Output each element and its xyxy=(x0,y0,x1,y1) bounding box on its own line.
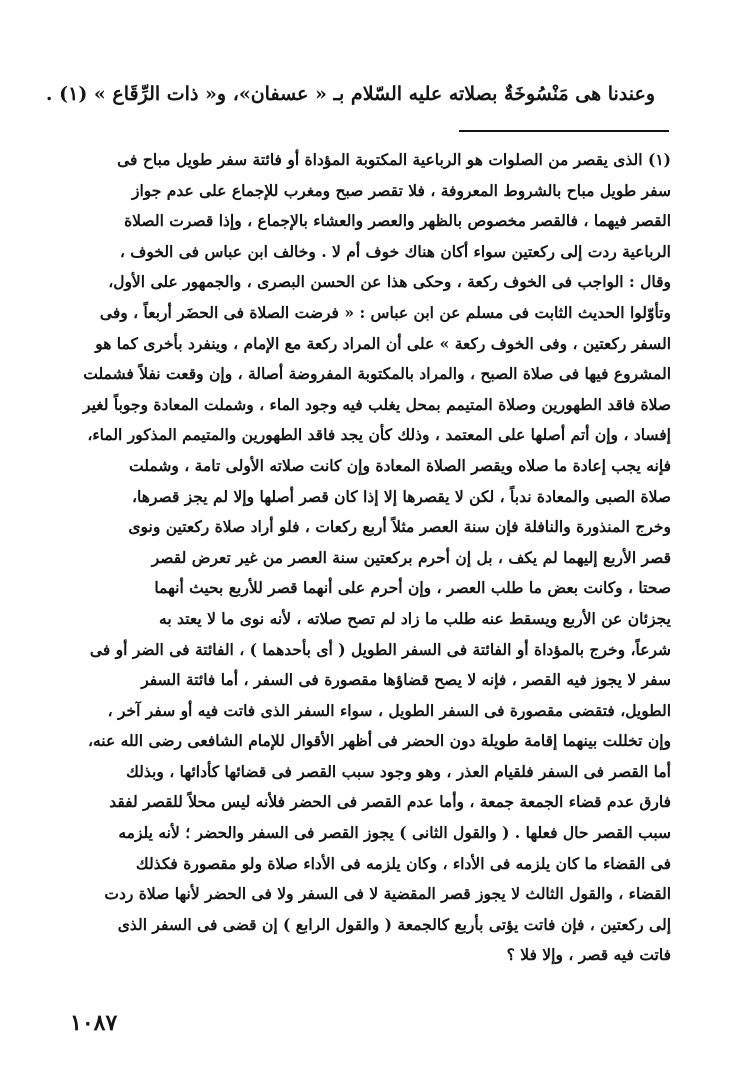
footnote-line: (١) الذى يقصر من الصلوات هو الرباعية المكتوبة المؤداة أو فائتة سفر طويل مباح فى xyxy=(117,150,671,169)
footnote-line: فى القضاء ما كان يلزمه فى الأداء ، وكان يلزمه فى الأداء صلاة ولو مقصورة فكذلك xyxy=(135,853,671,873)
footnote-line: السفر ركعتين ، وفى الخوف ركعة » على أن المراد ركعة مع الإمام ، وينفرد بأخرى كما هو xyxy=(95,333,671,353)
footnote-line: قصر الأربع إليهما لم يكف ، بل إن أحرم بركعتين سنة العصر من غير تعرض لقصر xyxy=(151,547,671,567)
footnote-line: الطويل، فتقضى مقصورة فى السفر الطويل ، سواء السفر الذى فاتت فيه أو سفر آخر ، xyxy=(107,700,671,720)
footnote-line: إفساد ، وإن أتم أصلها على المعتمد ، وذلك كأن يجد فاقد الطهورين والمتيمم المذكور الماء، xyxy=(87,425,671,445)
footnote-line: فاتت فيه قصر ، وإلا فلا ؟ xyxy=(506,945,671,965)
footnote-line: وخرج المنذورة والنافلة فإن سنة العصر مثلاً أربع ركعات ، فلو أراد صلاة ركعتين ونوى xyxy=(128,517,671,537)
footnote-line: صحتا ، وكانت بعض ما طلب العصر ، وإن أحرم على أنهما قصر للأربع بحيث أنهما xyxy=(154,578,671,598)
footnote-line: القصر فيهما ، فالقصر مخصوص بالظهر والعصر والعشاء بالإجماع ، وإذا قصرت الصلاة xyxy=(124,211,671,231)
footnote-line: الرباعية ردت إلى ركعتين سواء أكان هناك خوف أم لا . وخالف ابن عباس فى الخوف ، xyxy=(119,241,671,261)
footnote-line: سبب القصر حال فعلها . ( والقول الثانى ) يجوز القصر فى السفر والحضر ؛ لأنه يلزمه xyxy=(118,823,671,843)
footnote-line: صلاة الصبى والمعادة ندباً ، لكن لا يقصرها إلا إذا كان قصر أصلها وإلا لم يجز قصرها، xyxy=(132,486,671,506)
footnote-line: وقال : الواجب فى الخوف ركعة ، وحكى هذا عن الحسن البصرى ، والجمهور على الأول، xyxy=(108,272,671,292)
footnote-divider xyxy=(459,130,669,132)
footnote-line: فإنه يجب إعادة ما صلاه ويقصر الصلاة المعادة وإن كانت صلاته الأولى تامة ، وشملت xyxy=(129,455,671,475)
footnote-line: وتأوّلوا الحديث الثابت فى مسلم عن ابن عباس : « فرضت الصلاة فى الحضَر أربعاً ، وفى xyxy=(99,302,671,322)
footnote-block xyxy=(66,145,671,971)
footnote-line: القضاء ، والقول الثالث لا يجوز قصر المقضية لا فى السفر ولا فى الحضر لأنها صلاة ردت xyxy=(104,884,671,904)
footnote-line: شرعاً، وخرج بالمؤداة أو الفائتة فى السفر الطويل ( أى بأحدهما ) ، الفائتة فى الضر أو فى xyxy=(89,639,671,659)
footnote-line: سفر لا يجوز فيه القصر ، فإنه لا يصح قضاؤها مقصورة فى السفر ، أما فائتة السفر xyxy=(141,670,671,690)
footnote-line: وإن تخللت بينهما إقامة طويلة دون الحضر فى أظهر الأقوال للإمام الشافعى رضى الله عنه، xyxy=(87,731,671,751)
footnote-line: يجزئان عن الأربع ويسقط عنه طلب ما زاد لم تصح صلاته ، لأنه نوى ما لا يعتد به xyxy=(159,608,671,628)
footnote-line: المشروع فيها فى صلاة الصبح ، والمراد بالمكتوبة المفروضة أصالة ، وإن وقعت نفلاً فشملت xyxy=(83,364,671,384)
footnote-line: إلى ركعتين ، فإن فاتت يؤتى بأربع كالجمعة ( والقول الرابع ) إن قضى فى السفر الذى xyxy=(117,914,671,934)
footnote-line: سفر طويل مباح بالشروط المعروفة ، فلا تقصر صبح ومغرب للإجماع على عدم جواز xyxy=(131,180,671,200)
page-number: ١٠٨٧ xyxy=(70,1010,118,1036)
main-text-line: وعندنا هى مَنْسُوخَةٌ بصلاته عليه السّلام بـ « عسفان»، و« ذات الرِّقَاع » (١) . xyxy=(45,83,655,105)
footnote-line: أما القصر فى السفر فلقيام العذر ، وهو وجود سبب القصر فى قضائها كأدائها ، وبذلك xyxy=(126,761,671,781)
footnote-line: صلاة فاقد الطهورين وصلاة المتيمم بمحل يغلب فيه وجود الماء ، وشملت المعادة وجوباً لغير xyxy=(83,394,671,414)
footnote-line: فارق عدم قضاء الجمعة جمعة ، وأما عدم القصر فى الحضر فلأنه ليس محلاً للقصر لفقد xyxy=(109,792,671,812)
